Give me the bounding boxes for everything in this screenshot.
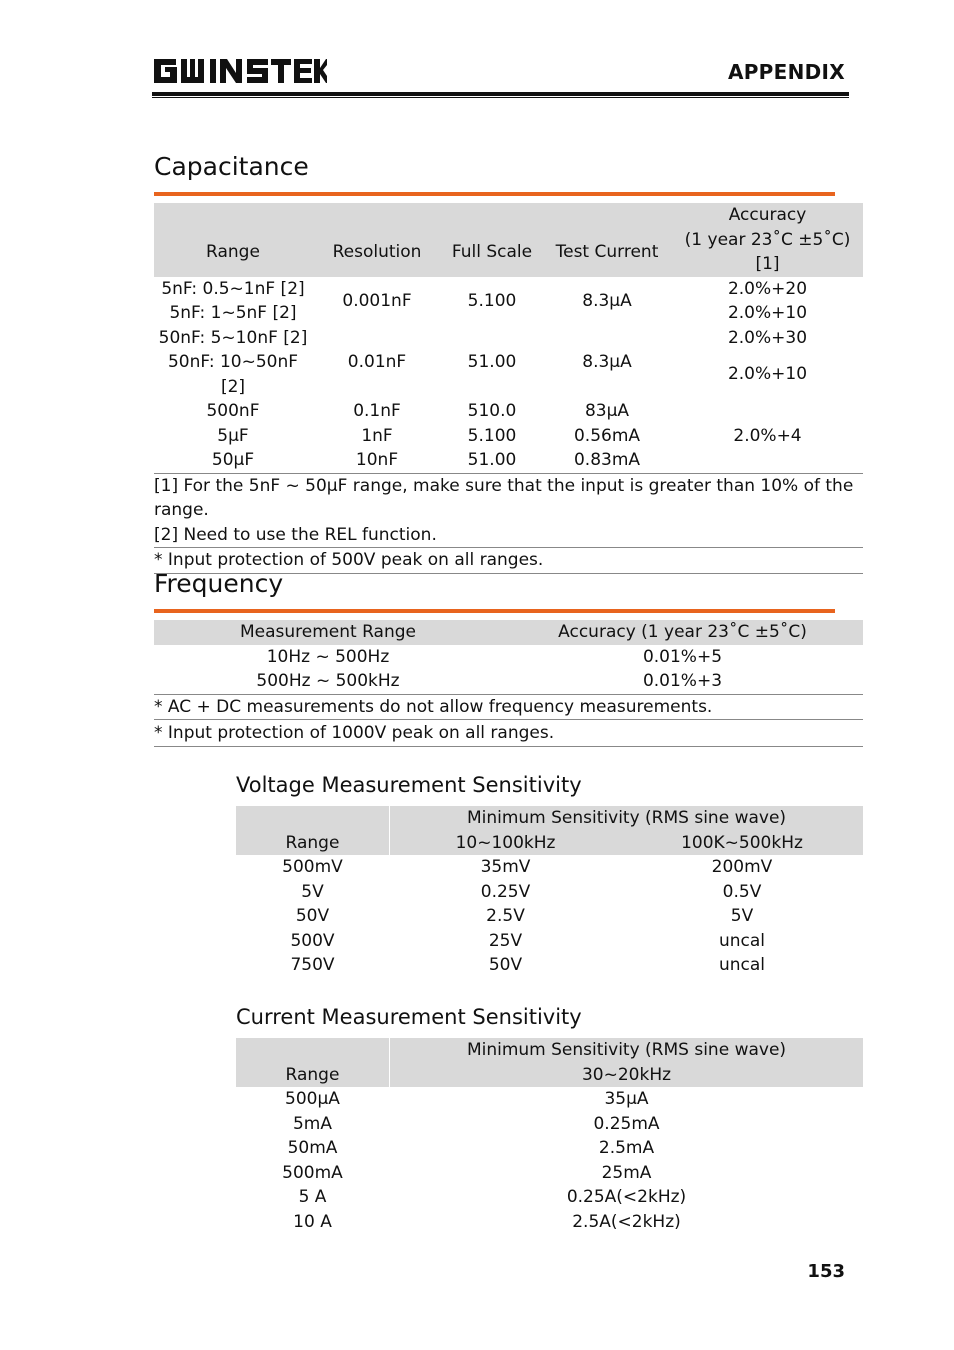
cell-accuracy: 2.0%+10 bbox=[727, 364, 808, 385]
curr-header-group: Minimum Sensitivity (RMS sine wave) bbox=[390, 1038, 863, 1063]
svg-text:GW INSTEK: GW INSTEK bbox=[152, 55, 158, 56]
cell-range: 5nF: 1~5nF [2] bbox=[169, 303, 297, 323]
cell-accuracy: 2.0%+10 bbox=[727, 303, 808, 323]
cap-note-1b: range. bbox=[154, 500, 209, 520]
cell-range: 500mA bbox=[282, 1162, 343, 1183]
cell-resolution: 0.001nF bbox=[342, 290, 412, 311]
table-row bbox=[154, 669, 863, 694]
cell-range: 10Hz ~ 500Hz bbox=[266, 646, 390, 667]
cell-range: 500Hz ~ 500kHz bbox=[256, 671, 400, 691]
curr-header-spacer bbox=[236, 1038, 389, 1063]
cell-resolution: 10nF bbox=[355, 450, 399, 470]
table-row bbox=[236, 1136, 863, 1161]
cell-testcurrent: 83μA bbox=[584, 401, 630, 421]
volt-header-group: Minimum Sensitivity (RMS sine wave) bbox=[390, 806, 863, 831]
table-row bbox=[236, 904, 863, 929]
cell-range: 5 A bbox=[298, 1187, 327, 1207]
cell-c1: 2.5mA bbox=[598, 1138, 655, 1158]
cell-c1: 0.25A(<2kHz) bbox=[566, 1187, 687, 1207]
cell-resolution: 1nF bbox=[361, 425, 393, 446]
volt-header-spacer bbox=[236, 806, 389, 831]
cell-resolution: 0.01nF bbox=[347, 352, 407, 372]
table-row bbox=[236, 929, 863, 954]
curr-header-range: Range bbox=[236, 1063, 389, 1088]
cell-range: 500μA bbox=[285, 1089, 340, 1109]
cap-note-1: [1] For the 5nF ~ 50μF range, make sure that the input is greater than 10% of the bbox=[154, 473, 863, 498]
current-sensitivity-table bbox=[236, 1038, 863, 1234]
header-rule bbox=[152, 92, 849, 96]
cell-testcurrent: 8.3μA bbox=[582, 352, 632, 372]
cell-range: 10 A bbox=[293, 1211, 332, 1232]
frequency-rule bbox=[154, 609, 835, 613]
cell-c1: 25V bbox=[488, 930, 523, 951]
cell-range: 5mA bbox=[292, 1113, 332, 1134]
cell-c1: 35mV bbox=[480, 857, 531, 877]
cell-testcurrent: 0.83mA bbox=[573, 450, 641, 470]
table-row bbox=[154, 399, 863, 424]
cell-c1: 2.5V bbox=[486, 906, 525, 926]
cell-accuracy: 0.01%+3 bbox=[642, 671, 723, 691]
cap-header-accuracy: Accuracy bbox=[672, 203, 863, 228]
cell-range: 50nF: 5~10nF [2] bbox=[158, 327, 308, 348]
cap-header-testcurrent: Test Current bbox=[542, 228, 672, 277]
cell-range: 5nF: 0.5~1nF [2] bbox=[161, 278, 305, 299]
voltage-sensitivity-title: Voltage Measurement Sensitivity bbox=[236, 773, 582, 797]
capacitance-title: Capacitance bbox=[154, 152, 309, 181]
header-rule-thin bbox=[152, 97, 849, 98]
cell-range: 5V bbox=[301, 881, 324, 902]
table-row bbox=[236, 953, 863, 978]
capacitance-rule bbox=[154, 192, 835, 196]
table-row bbox=[236, 1161, 863, 1186]
cell-c1: 2.5A(<2kHz) bbox=[572, 1211, 681, 1232]
cell-accuracy: 0.01%+5 bbox=[642, 646, 723, 667]
cap-note-2: [2] Need to use the REL function. bbox=[154, 524, 437, 545]
cap-note-3: * Input protection of 500V peak on all ranges. bbox=[154, 548, 863, 574]
table-row bbox=[236, 855, 863, 880]
table-row bbox=[154, 645, 863, 670]
cell-c1: 25mA bbox=[601, 1162, 652, 1183]
cell-fullscale: 51.00 bbox=[467, 450, 517, 470]
table-row bbox=[154, 277, 863, 302]
cell-range: 500nF bbox=[206, 401, 260, 421]
cap-header-resolution: Resolution bbox=[312, 228, 442, 277]
table-row bbox=[236, 1210, 863, 1235]
freq-note-2: * Input protection of 1000V peak on all ranges. bbox=[154, 720, 863, 747]
cell-c2: uncal bbox=[718, 955, 766, 975]
freq-header-accuracy: Accuracy (1 year 23˚C ±5˚C) bbox=[502, 620, 863, 645]
cell-accuracy-shared: 2.0%+4 bbox=[733, 425, 802, 446]
table-row bbox=[236, 1087, 863, 1112]
capacitance-table bbox=[154, 203, 863, 574]
cell-accuracy: 2.0%+30 bbox=[727, 327, 808, 348]
cap-header-accuracy-cond: (1 year 23˚C ±5˚C) [1] bbox=[672, 228, 863, 277]
voltage-sensitivity-table bbox=[236, 806, 863, 978]
cell-c2: 5V bbox=[730, 906, 754, 926]
cell-accuracy: 2.0%+20 bbox=[727, 278, 808, 299]
cell-c1: 50V bbox=[488, 955, 523, 975]
cell-c1: 0.25mA bbox=[593, 1113, 660, 1134]
volt-header-range: Range bbox=[236, 831, 389, 856]
cap-header-spacer bbox=[154, 203, 312, 228]
current-sensitivity-title: Current Measurement Sensitivity bbox=[236, 1005, 582, 1029]
cell-range: 750V bbox=[290, 955, 335, 975]
volt-header-c1: 10~100kHz bbox=[390, 831, 621, 856]
cell-c2: uncal bbox=[718, 930, 766, 951]
table-row bbox=[154, 326, 863, 351]
cell-fullscale: 510.0 bbox=[467, 401, 517, 421]
cell-range: 500mV bbox=[282, 857, 343, 877]
table-row bbox=[236, 1185, 863, 1210]
cap-header-fullscale: Full Scale bbox=[442, 228, 542, 277]
cell-resolution: 0.1nF bbox=[353, 401, 401, 421]
freq-note-1: * AC + DC measurements do not allow frequency measurements. bbox=[154, 694, 863, 720]
cell-c2: 0.5V bbox=[722, 881, 762, 902]
gw-instek-logo bbox=[152, 55, 327, 85]
cell-range: 50mA bbox=[287, 1138, 338, 1158]
freq-header-range: Measurement Range bbox=[154, 620, 502, 645]
cell-c1: 35μA bbox=[604, 1089, 649, 1109]
cell-range: 50μF bbox=[211, 450, 255, 470]
cell-testcurrent: 0.56mA bbox=[573, 425, 641, 446]
cell-fullscale: 5.100 bbox=[467, 290, 517, 311]
cell-c2: 200mV bbox=[711, 857, 773, 877]
cell-fullscale: 51.00 bbox=[467, 352, 517, 372]
frequency-title: Frequency bbox=[154, 569, 284, 598]
cell-range: 500V bbox=[290, 930, 335, 951]
frequency-table bbox=[154, 620, 863, 747]
page-number: 153 bbox=[807, 1261, 845, 1282]
cell-range: 50nF: 10~50nF [2] bbox=[167, 352, 299, 397]
cell-c1: 0.25V bbox=[480, 881, 531, 902]
table-row bbox=[236, 880, 863, 905]
table-row bbox=[236, 1112, 863, 1137]
volt-header-c2: 100K~500kHz bbox=[621, 831, 863, 856]
cell-testcurrent: 8.3μA bbox=[582, 290, 632, 311]
cap-header-range: Range bbox=[154, 228, 312, 277]
cell-fullscale: 5.100 bbox=[467, 425, 517, 446]
section-label: APPENDIX bbox=[727, 60, 845, 84]
cell-range: 5μF bbox=[217, 425, 249, 446]
curr-header-c1: 30~20kHz bbox=[390, 1063, 863, 1088]
cell-range: 50V bbox=[295, 906, 330, 926]
